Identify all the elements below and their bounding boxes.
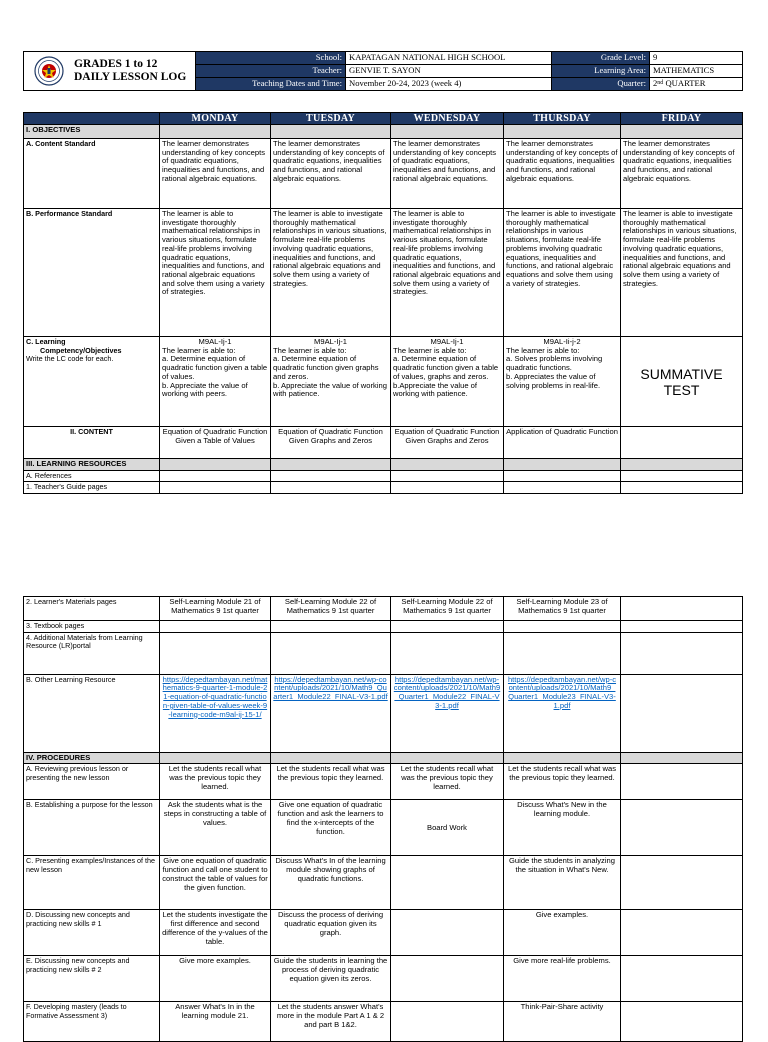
quarter-label: Quarter:: [552, 78, 650, 91]
log-title-line2: DAILY LESSON LOG: [74, 71, 187, 83]
day-header-tuesday: TUESDAY: [271, 113, 391, 125]
procedure-a-tuesday: Let the students recall what was the previous topic they learned.: [271, 764, 391, 800]
learners-materials-wednesday: Self-Learning Module 22 of Mathematics 9 1st quarter: [391, 597, 504, 621]
procedure-e-tuesday: Guide the students in learning the process of deriving quadratic equation given its zeros.: [271, 956, 391, 1002]
references-label: A. References: [24, 470, 160, 482]
lc-intro: The learner is able to:: [162, 345, 236, 355]
log-title-line1: GRADES 1 to 12: [74, 58, 158, 70]
procedure-c-tuesday: Discuss What's In of the learning module showing graphs of quadratic functions.: [271, 856, 391, 910]
procedure-b-monday: Ask the students what is the steps in constructing a table of values.: [160, 800, 271, 856]
content-tuesday: Equation of Quadratic Function Given Graphs and Zeros: [271, 427, 391, 459]
lc-code: M9AL-Ij-1: [314, 337, 347, 346]
content-standard-wednesday: The learner demonstrates understanding of key concepts of quadratic equations, inequalities and functions, and rational algebraic equations.: [391, 139, 504, 209]
lc-item-b: b. Appreciate the value of working with patience.: [273, 380, 387, 399]
procedure-label-c: C. Presenting examples/Instances of the new lesson: [24, 856, 160, 910]
procedure-c-friday: [621, 856, 743, 910]
procedure-f-wednesday: [391, 1002, 504, 1042]
day-header-wednesday: WEDNESDAY: [391, 113, 504, 125]
lesson-table-part2: [23, 596, 743, 1042]
content-standard-thursday: The learner demonstrates understanding of key concepts of quadratic equations, inequalities and functions, and rational algebraic equations.: [504, 139, 621, 209]
learners-materials-monday: Self-Learning Module 21 of Mathematics 9 1st quarter: [160, 597, 271, 621]
lc-code: M9AL-Ij-1: [198, 337, 232, 346]
procedure-a-monday: Let the students recall what was the previous topic they learned.: [160, 764, 271, 800]
procedure-label-f: F. Developing mastery (leads to Formative Assessment 3): [24, 1002, 160, 1042]
school-value: KAPATAGAN NATIONAL HIGH SCHOOL: [346, 52, 552, 65]
quarter-text: QUARTER: [663, 78, 706, 88]
dates-label: Teaching Dates and Time:: [196, 78, 346, 91]
day-header-friday: FRIDAY: [621, 113, 743, 125]
day-header-thursday: THURSDAY: [504, 113, 621, 125]
content-label: II. CONTENT: [24, 427, 160, 459]
procedure-b-friday: [621, 800, 743, 856]
competency-label-line2: Competency/Objectives: [40, 345, 122, 355]
grade-value: 9: [650, 52, 743, 65]
lc-item-a: a. Solves problems involving quadratic functions.: [506, 354, 603, 373]
quarter-value: [650, 78, 743, 91]
content-monday: Equation of Quadratic Function Given a Table of Values: [160, 427, 271, 459]
dates-value: November 20-24, 2023 (week 4): [346, 78, 552, 91]
performance-standard-label: B. Performance Standard: [24, 209, 160, 337]
other-resource-label: B. Other Learning Resource: [24, 674, 160, 752]
lc-item-b: b. Appreciate the value of working with peers.: [162, 380, 248, 399]
header-table: [23, 51, 743, 91]
procedure-label-d: D. Discussing new concepts and practicing new skills # 1: [24, 910, 160, 956]
learners-materials-tuesday: Self-Learning Module 22 of Mathematics 9 1st quarter: [271, 597, 391, 621]
procedure-d-friday: [621, 910, 743, 956]
procedure-e-friday: [621, 956, 743, 1002]
content-standard-monday: The learner demonstrates understanding of key concepts of quadratic equations, inequalities and functions, and rational algebraic equations.: [160, 139, 271, 209]
lc-item-a: a. Determine equation of quadratic function given a table of values.: [162, 354, 268, 381]
learners-materials-thursday: Self-Learning Module 23 of Mathematics 9 1st quarter: [504, 597, 621, 621]
lc-item-a: a. Determine equation of quadratic function given a table of values, graphs and zeros.: [393, 354, 499, 381]
procedure-e-wednesday: [391, 956, 504, 1002]
summative-test-note: SUMMATIVE TEST: [621, 337, 743, 427]
procedure-d-monday: Let the students investigate the first difference and second difference of the y-values of the table.: [160, 910, 271, 956]
school-label: School:: [196, 52, 346, 65]
day-header-monday: MONDAY: [160, 113, 271, 125]
competency-label: [24, 337, 160, 427]
procedure-label-b: B. Establishing a purpose for the lesson: [24, 800, 160, 856]
content-thursday: Application of Quadratic Function: [504, 427, 621, 459]
resource-link-wednesday[interactable]: https://depedtambayan.net/wp-content/uploads/2021/10/Math9_Quarter1_Module22_FINAL-V3-1.pdf: [391, 674, 504, 752]
procedure-c-monday: Give one equation of quadratic function and call one student to construct the table of values for the given function.: [160, 856, 271, 910]
procedure-f-friday: [621, 1002, 743, 1042]
content-friday: [621, 427, 743, 459]
area-label: Learning Area:: [552, 65, 650, 78]
lc-item-b: b. Appreciates the value of solving problems in real-life.: [506, 371, 601, 390]
quarter-suffix: nd: [657, 80, 664, 86]
content-standard-tuesday: The learner demonstrates understanding of key concepts of quadratic equations, inequalities and functions, and rational algebraic equations.: [271, 139, 391, 209]
additional-materials-label: 4. Additional Materials from Learning Resource (LR)portal: [24, 632, 160, 674]
learning-resources-label: III. LEARNING RESOURCES: [24, 459, 160, 471]
procedure-c-wednesday: [391, 856, 504, 910]
competency-label-line3: Write the LC code for each.: [26, 354, 114, 364]
procedure-label-a: A. Reviewing previous lesson or presenting the new lesson: [24, 764, 160, 800]
procedure-a-wednesday: Let the students recall what was the previous topic they learned.: [391, 764, 504, 800]
day-header-blank: [24, 113, 160, 125]
procedure-b-tuesday: Give one equation of quadratic function and ask the learners to find the x-intercepts of the function.: [271, 800, 391, 856]
competency-label-line1: C. Learning: [26, 337, 66, 346]
lesson-table-part1: [23, 112, 743, 494]
learners-materials-label: 2. Learner's Materials pages: [24, 597, 160, 621]
procedure-d-tuesday: Discuss the process of deriving quadratic equation given its graph.: [271, 910, 391, 956]
performance-standard-friday: The learner is able to investigate thoroughly mathematical relationships in various situations, formulate real-life problems involving quadratic equations, inequalities and functions, and rational algebraic equations and solve them using a variety of strategies.: [621, 209, 743, 337]
procedures-label: IV. PROCEDURES: [24, 752, 160, 764]
teacher-label: Teacher:: [196, 65, 346, 78]
performance-standard-thursday: The learner is able to investigate thoroughly mathematical relationships in various situations, formulate real-life problems involving quadratic equations, inequalities and functions, and rational algebraic equations and solve them using a variety of strategies.: [504, 209, 621, 337]
procedure-f-tuesday: Let the students answer What's more in the module Part A 1 & 2 and part B 1&2.: [271, 1002, 391, 1042]
lc-item-a: a. Determine equation of quadratic function given graphs and zeros.: [273, 354, 379, 381]
lc-intro: The learner is able to:: [393, 345, 467, 355]
content-standard-label: A. Content Standard: [24, 139, 160, 209]
procedure-label-e: E. Discussing new concepts and practicing new skills # 2: [24, 956, 160, 1002]
procedure-b-wednesday: Board Work: [391, 800, 504, 856]
header-logo-cell: [24, 52, 196, 91]
competency-wednesday: [391, 337, 504, 427]
teachers-guide-label: 1. Teacher's Guide pages: [24, 482, 160, 494]
competency-monday: [160, 337, 271, 427]
procedure-f-thursday: Think-Pair-Share activity: [504, 1002, 621, 1042]
lc-intro: The learner is able to:: [273, 345, 347, 355]
teacher-value: GENVIE T. SAYON: [346, 65, 552, 78]
procedure-d-thursday: Give examples.: [504, 910, 621, 956]
resource-link-monday[interactable]: https://depedtambayan.net/mathematics-9-quarter-1-module-21-equation-of-quadratic-function-given-table-of-values-week-9-learning-code-m9al-ij-15-1/: [160, 674, 271, 752]
lc-code: M9AL-Ij-1: [430, 337, 464, 346]
procedure-f-monday: Answer What's In in the learning module 21.: [160, 1002, 271, 1042]
competency-thursday: [504, 337, 621, 427]
procedure-c-thursday: Guide the students in analyzing the situation in What's New.: [504, 856, 621, 910]
area-value: MATHEMATICS: [650, 65, 743, 78]
procedure-e-monday: Give more examples.: [160, 956, 271, 1002]
content-wednesday: Equation of Quadratic Function Given Graphs and Zeros: [391, 427, 504, 459]
procedure-a-thursday: Let the students recall what was the previous topic they learned.: [504, 764, 621, 800]
objectives-label: I. OBJECTIVES: [24, 125, 160, 139]
content-standard-friday: The learner demonstrates understanding of key concepts of quadratic equations, inequalities and functions, and rational algebraic equations.: [621, 139, 743, 209]
procedure-a-friday: [621, 764, 743, 800]
lc-item-b: b.Appreciate the value of working with patience.: [393, 380, 478, 399]
performance-standard-tuesday: The learner is able to investigate thoroughly mathematical relationships in various situations, formulate real-life problems involving quadratic equations, inequalities and functions, and rational algebraic equations and solve them using a variety of strategies.: [271, 209, 391, 337]
deped-seal-icon: [34, 56, 64, 86]
resource-link-thursday[interactable]: https://depedtambayan.net/wp-content/uploads/2021/10/Math9_Quarter1_Module23_FINAL-V3-1.pdf: [504, 674, 621, 752]
textbook-pages-label: 3. Textbook pages: [24, 621, 160, 633]
performance-standard-wednesday: The learner is able to investigate thoroughly mathematical relationships in various situations, formulate real-life problems involving quadratic equations, inequalities and functions, and rational algebraic equations and solve them using a variety of strategies.: [391, 209, 504, 337]
lc-code: M9AL-Ii-j-2: [543, 337, 581, 346]
resource-link-tuesday[interactable]: https://depedtambayan.net/wp-content/uploads/2021/10/Math9_Quarter1_Module22_FINAL-V3-1.pdf: [271, 674, 391, 752]
competency-tuesday: [271, 337, 391, 427]
procedure-e-thursday: Give more real-life problems.: [504, 956, 621, 1002]
quarter-number: 2: [653, 78, 658, 88]
procedure-b-thursday: Discuss What's New in the learning module.: [504, 800, 621, 856]
procedure-d-wednesday: [391, 910, 504, 956]
grade-label: Grade Level:: [552, 52, 650, 65]
performance-standard-monday: The learner is able to investigate thoroughly mathematical relationships in various situations, formulate real-life problems involving quadratic equations, inequalities and functions, and rational algebraic equations and solve them using a variety of strategies.: [160, 209, 271, 337]
lc-intro: The learner is able to:: [506, 345, 580, 355]
